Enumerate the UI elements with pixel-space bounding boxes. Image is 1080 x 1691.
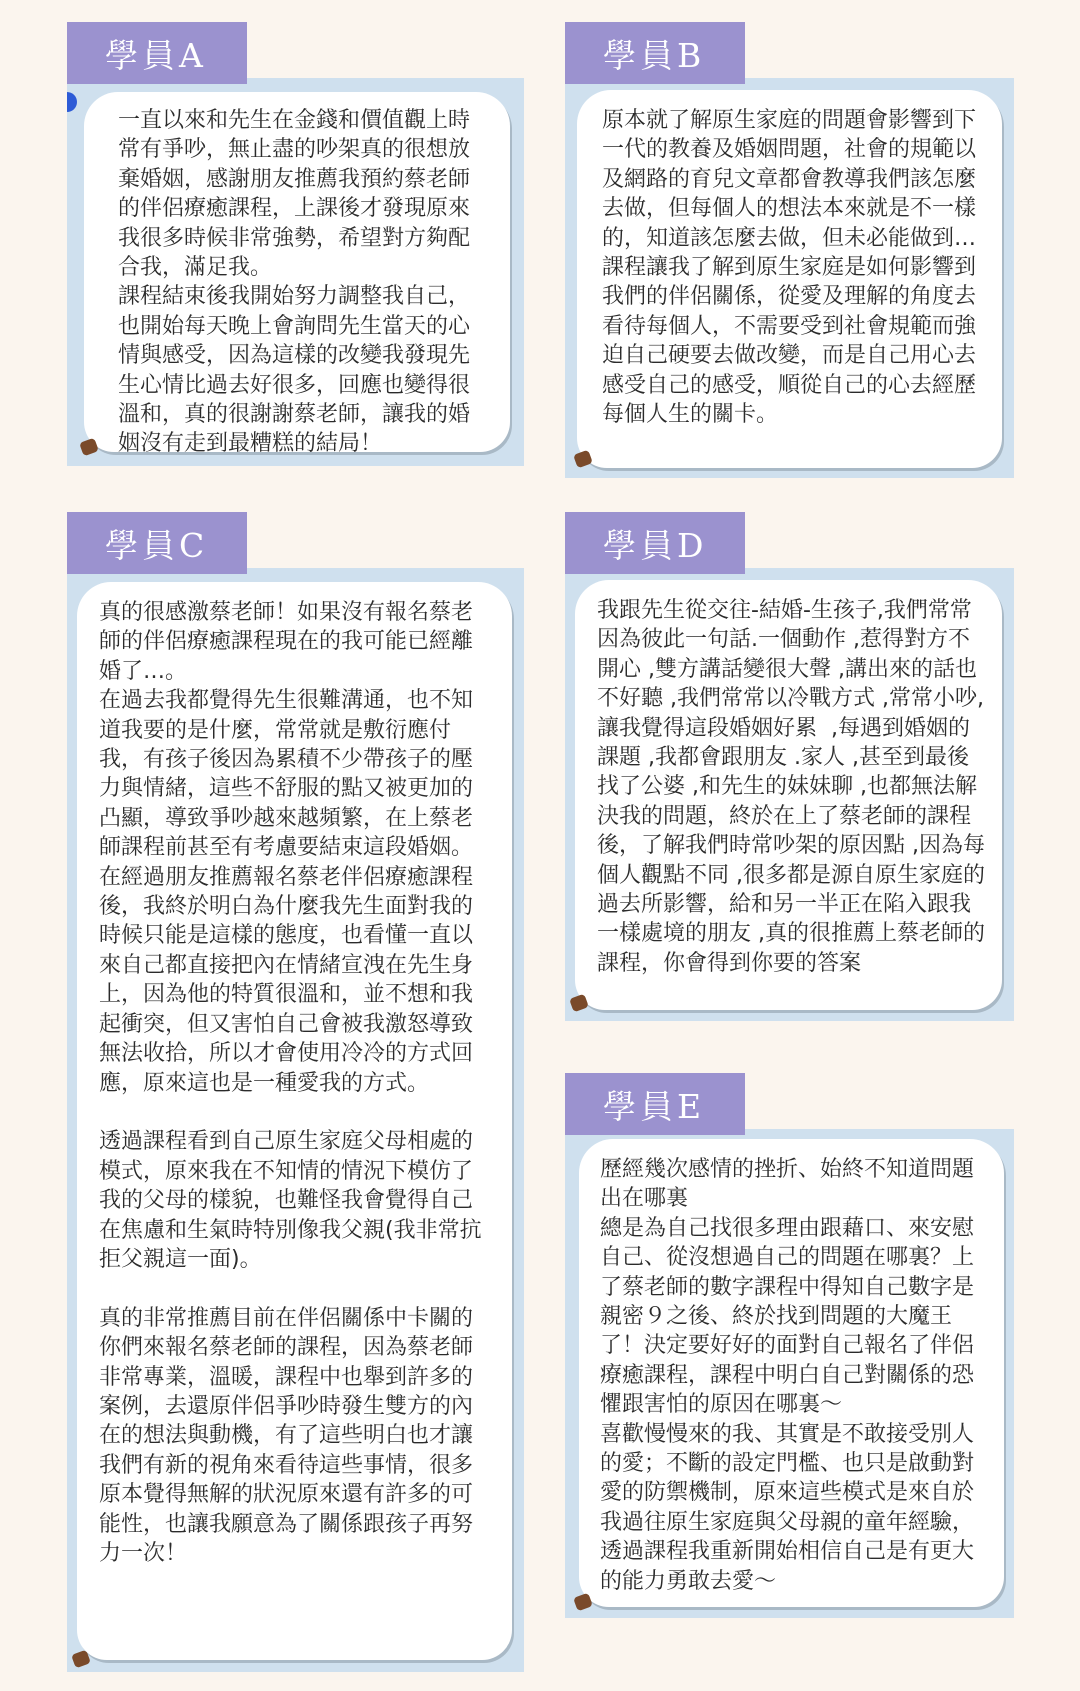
testimonial-text: 一直以來和先生在金錢和價值觀上時常有爭吵，無止盡的吵架真的很想放棄婚姻，感謝朋友推薦我預約蔡老師的伴侶療癒課程，上課後才發現原來我很多時候非常強勢，希望對方夠配合我，滿足我。 課程結束後我開始努力調整我自己，也開始每天晚上會詢問先生當天的心情與感受，因為這樣的改變我發現先生心情比過去好很多，回應也變得很溫和，真的很謝謝蔡老師，讓我的婚姻沒有走到最糟糕的結局！ <box>118 108 471 457</box>
testimonial-card-e <box>565 1073 1014 1618</box>
speech-bubble <box>575 580 1002 1010</box>
speech-bubble <box>84 92 510 457</box>
testimonial-text: 我跟先生從交往-結婚-生孩子,我們常常因為彼此一句話.一個動作 ,惹得對方不開心 ,雙方講話變很大聲 ,講出來的話也不好聽 ,我們常常以冷戰方式 ,常常小吵,讓我覺得這段婚姻好累 ,每遇到婚姻的課題 ,我都會跟朋友 .家人 ,甚至到最後找了公婆 ,和先生的妹妹聊 ,也都無法解決我的問題，終於在上了蔡老師的課程後，了解我們時常吵架的原因點 ,因為每個人觀點不同 ,很多都是源自原生家庭的過去所影響，給和另一半正在陷入跟我一樣處境的朋友 ,真的很推薦上蔡老師的課程，你會得到你要的答案 <box>597 598 985 976</box>
speech-bubble <box>579 1139 1004 1607</box>
speech-bubble <box>77 582 512 1660</box>
student-label: 學員C <box>67 512 247 574</box>
student-label: 學員D <box>565 512 745 574</box>
student-label: 學員E <box>565 1073 745 1135</box>
testimonial-text: 原本就了解原生家庭的問題會影響到下一代的教養及婚姻問題，社會的規範以及網路的育兒文章都會教導我們該怎麼去做，但每個人的想法本來就是不一樣的，知道該怎麼去做，但未必能做到… 課程讓我了解到原生家庭是如何影響到我們的伴侶關係，從愛及理解的角度去看待每個人，不需要受到社會規範而強迫自己硬要去做改變，而是自己用心去感受自己的感受，順從自己的心去經歷每個人生的關卡。 <box>602 108 977 428</box>
testimonial-card-c <box>67 512 524 1672</box>
speech-bubble <box>577 90 1002 468</box>
student-label: 學員A <box>67 22 247 84</box>
testimonial-text: 歷經幾次感情的挫折、始終不知道問題出在哪裏 總是為自己找很多理由跟藉口、來安慰自己、從沒想過自己的問題在哪裏？上了蔡老師的數字課程中得知自己數字是親密９之後、終於找到問題的大魔王了！決定要好好的面對自己報名了伴侶療癒課程，課程中明白自己對關係的恐懼跟害怕的原因在哪裏～ 喜歡慢慢來的我、其實是不敢接受別人的愛；不斷的設定門檻、也只是啟動對愛的防禦機制，原來這些模式是來自於我過往原生家庭與父母親的童年經驗，透過課程我重新開始相信自己是有更大的能力勇敢去愛～ <box>600 1157 975 1594</box>
testimonial-card-d <box>565 512 1014 1021</box>
testimonial-card-b <box>565 22 1014 478</box>
testimonial-card-a <box>67 22 524 466</box>
student-label: 學員B <box>565 22 745 84</box>
testimonial-text: 真的很感激蔡老師！如果沒有報名蔡老師的伴侶療癒課程現在的我可能已經離婚了…。 在過去我都覺得先生很難溝通，也不知道我要的是什麼，常常就是敷衍應付我，有孩子後因為累積不少帶孩子的壓力與情緒，這些不舒服的點又被更加的凸顯，導致爭吵越來越頻繁，在上蔡老師課程前甚至有考慮要結束這段婚姻。 在經過朋友推薦報名蔡老伴侶療癒課程後，我終於明白為什麼我先生面對我的時候只能是這樣的態度，也看懂一直以來自己都直接把內在情緒宣洩在先生身上，因為他的特質很溫和，並不想和我起衝突，但又害怕自己會被我激怒導致無法收拾，所以才會使用冷冷的方式回應，原來這也是一種愛我的方式。 透過課程看到自己原生家庭父母相處的模式，原來我在不知情的情況下模仿了我的父母的樣貌，也難怪我會覺得自己在焦慮和生氣時特別像我父親(我非常抗拒父親這一面)。 真的非常推薦目前在伴侶關係中卡關的你們來報名蔡老師的課程，因為蔡老師非常專業，溫暖，課程中也舉到許多的案例，去還原伴侶爭吵時發生雙方的內在的想法與動機，有了這些明白也才讓我們有新的視角來看待這些事情，很多原本覺得無解的狀況原來還有許多的可能性，也讓我願意為了關係跟孩子再努力一次！ <box>99 600 482 1566</box>
